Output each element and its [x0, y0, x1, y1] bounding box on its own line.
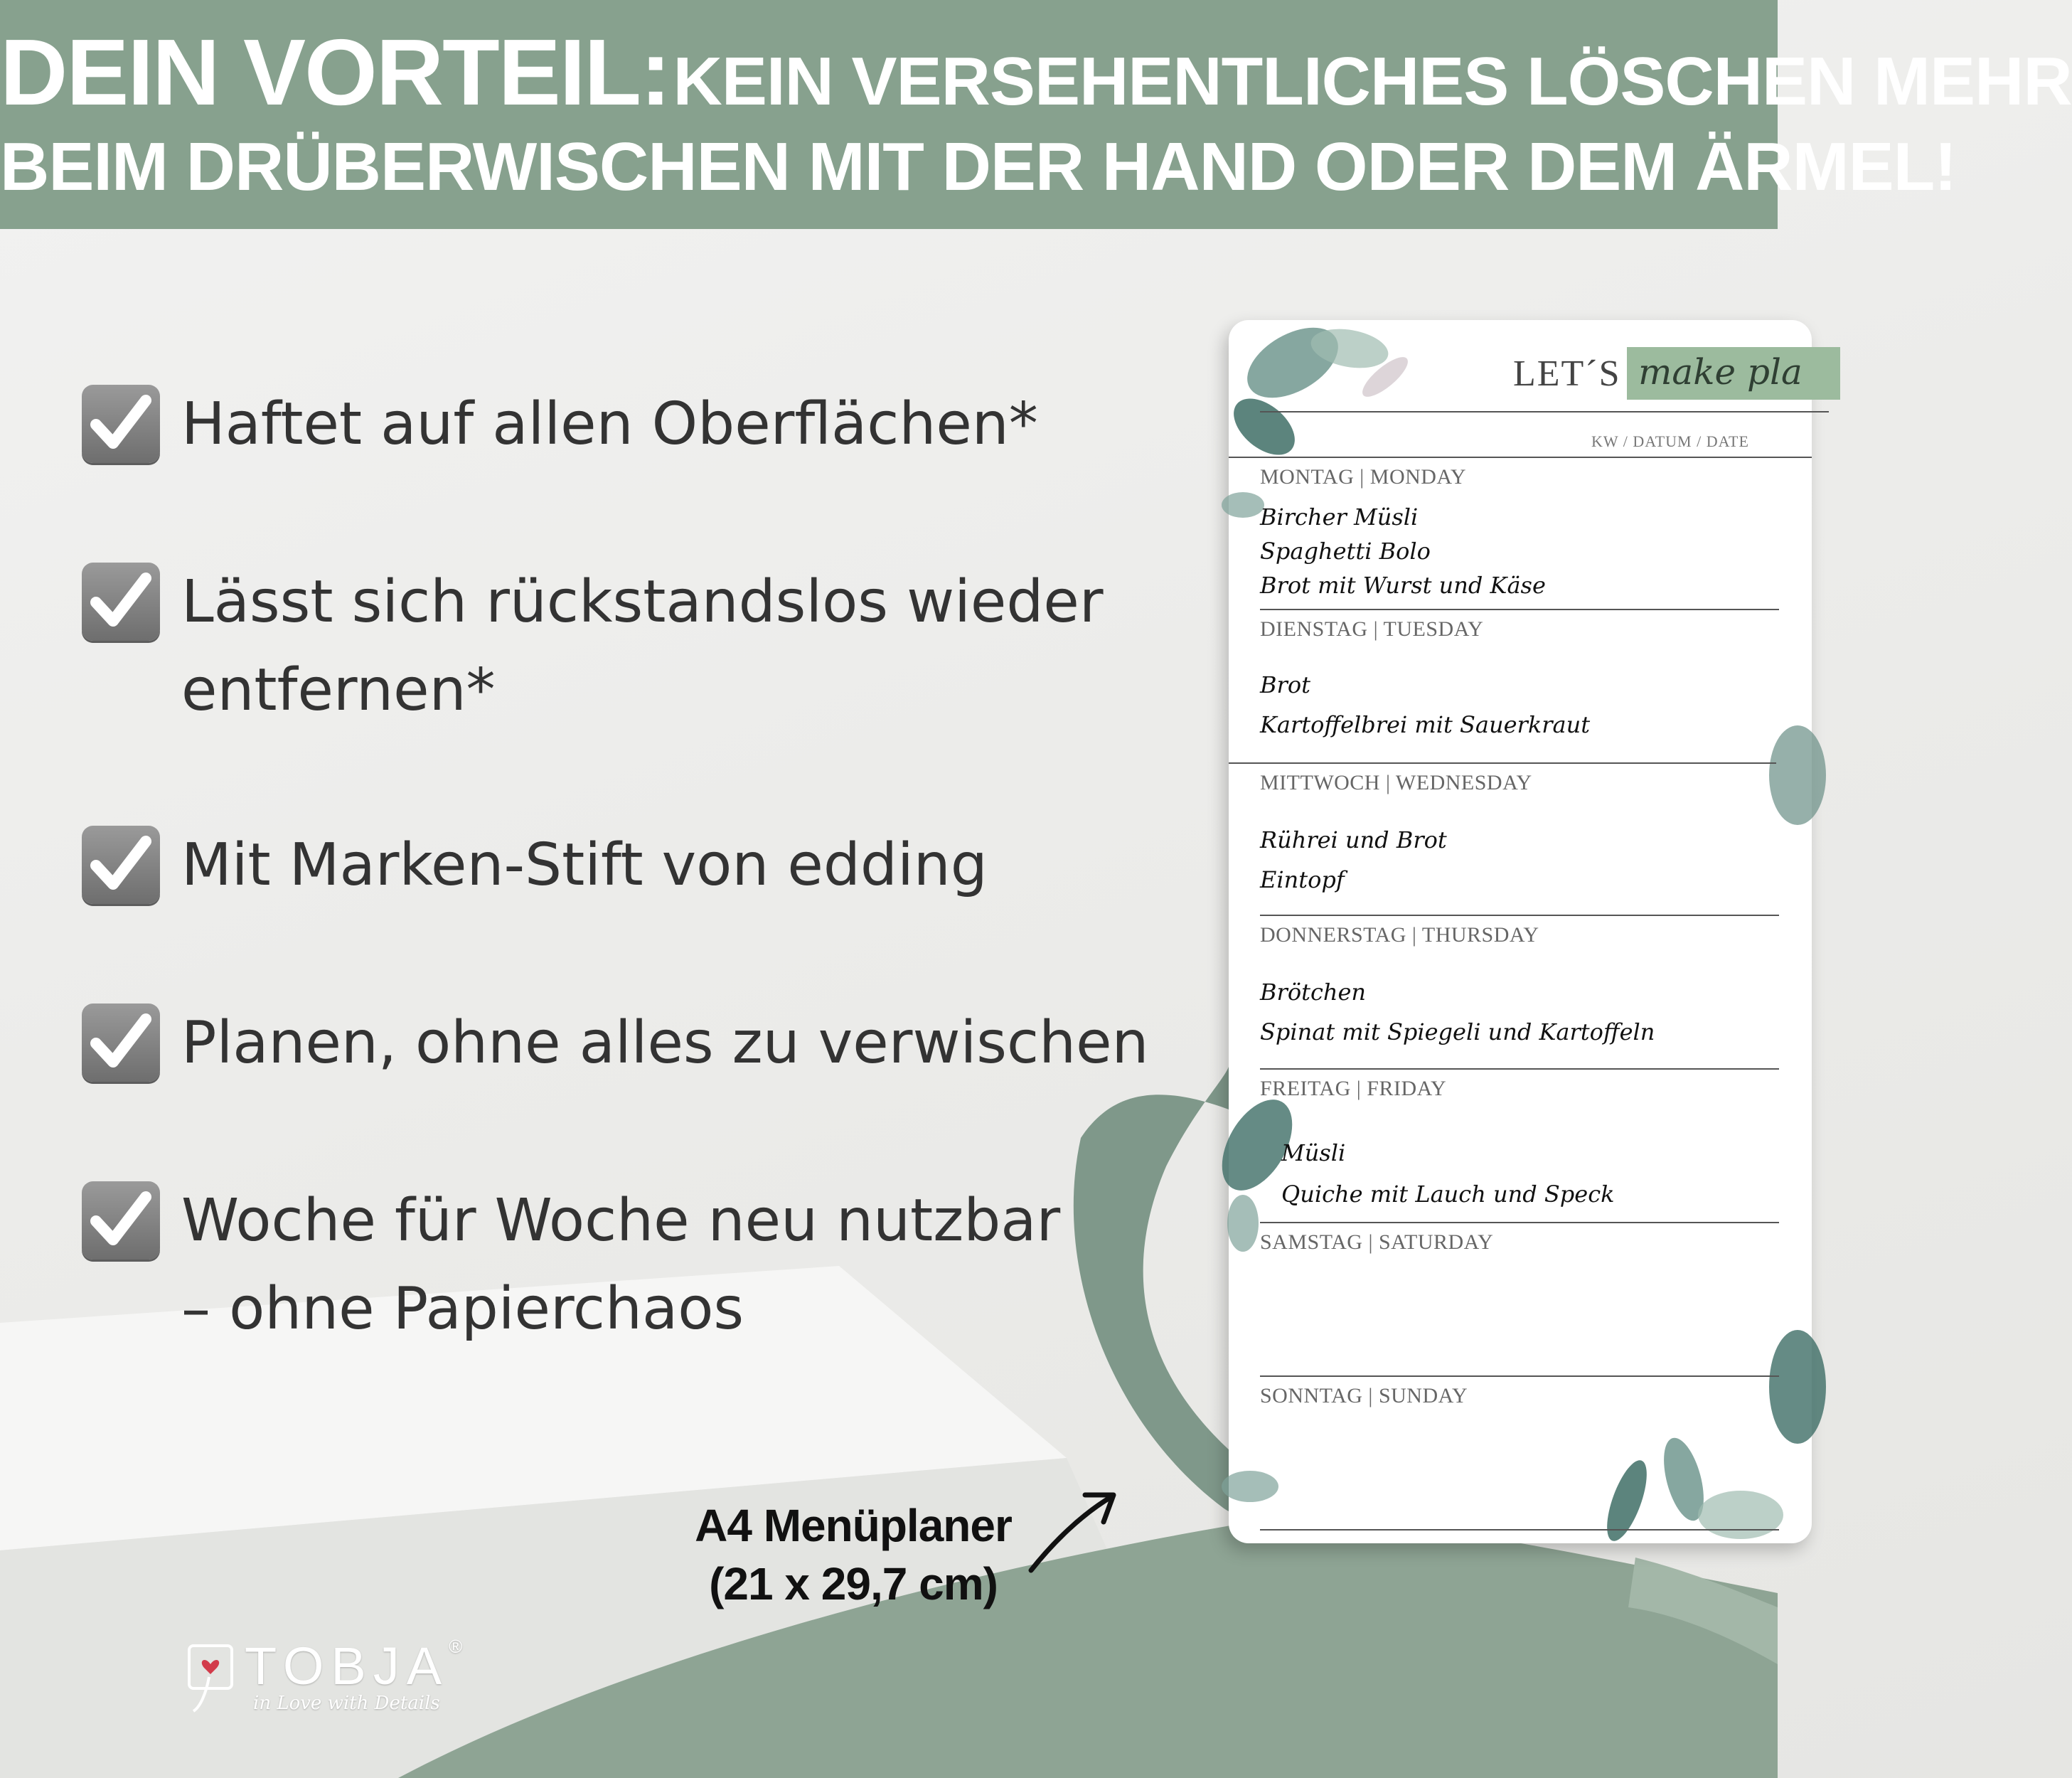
feature-text	[181, 558, 1291, 735]
divider	[1229, 457, 1812, 458]
day-label-tuesday: DIENSTAG | TUESDAY	[1260, 617, 1484, 641]
meal-entry: Bircher Müsli	[1260, 504, 1419, 531]
feature-line-1: Mit Marken-Stift von edding	[181, 831, 988, 899]
divider	[1260, 411, 1829, 412]
meal-entry: Brot	[1260, 671, 1310, 698]
check-mark-box-icon	[82, 1004, 160, 1082]
meal-entry: Spinat mit Spiegeli und Kartoffeln	[1260, 1018, 1655, 1045]
meal-entry: Eintopf	[1260, 866, 1345, 893]
brand-tagline: in Love with Details	[253, 1693, 440, 1714]
check-mark-box-icon	[82, 826, 160, 904]
registered-mark: ®	[449, 1636, 463, 1657]
feature-line-1: Woche für Woche neu nutzbar	[181, 1187, 1061, 1255]
meal-entry: Müsli	[1281, 1139, 1346, 1166]
divider	[1260, 1529, 1779, 1531]
brand-name	[245, 1636, 462, 1696]
arrow-icon	[1024, 1479, 1123, 1579]
divider	[1260, 1222, 1779, 1223]
meal-entry: Rührei und Brot	[1260, 826, 1447, 853]
divider	[1229, 762, 1776, 764]
check-mark-box-icon	[82, 1181, 160, 1260]
divider	[1260, 915, 1779, 916]
meal-entry: Quiche mit Lauch und Speck	[1281, 1181, 1615, 1208]
kw-date-label: KW / DATUM / DATE	[1591, 432, 1749, 450]
feature-line-1: Planen, ohne alles zu verwischen	[181, 1009, 1149, 1077]
feature-text	[181, 380, 1291, 469]
meal-entry: Brötchen	[1260, 979, 1367, 1006]
feature-line-2: – ohne Papierchaos	[181, 1275, 744, 1343]
day-label-friday: FREITAG | FRIDAY	[1260, 1077, 1447, 1100]
day-label-thursday: DONNERSTAG | THURSDAY	[1260, 923, 1539, 947]
planner-title-lets: LET´S	[1513, 353, 1621, 394]
check-mark-box-icon	[82, 563, 160, 641]
caption-line-1: A4 Menüplaner	[695, 1500, 1012, 1551]
brand-name-text: TOBJA	[245, 1636, 449, 1696]
day-label-saturday: SAMSTAG | SATURDAY	[1260, 1230, 1494, 1254]
divider	[1260, 609, 1779, 610]
meal-entry: Kartoffelbrei mit Sauerkraut	[1260, 711, 1591, 738]
feature-text	[181, 999, 1291, 1087]
product-caption	[612, 1496, 1095, 1613]
feature-line-2: entfernen*	[181, 656, 496, 724]
meal-entry: Brot mit Wurst und Käse	[1260, 572, 1546, 599]
day-label-monday: MONTAG | MONDAY	[1260, 465, 1467, 489]
menu-planner-sheet	[1229, 320, 1812, 1543]
meal-entry: Spaghetti Bolo	[1260, 538, 1431, 565]
header-line-2: BEIM DRÜBERWISCHEN MIT DER HAND ODER DEM ÄRMEL!	[0, 129, 1957, 205]
feature-text	[181, 821, 1291, 910]
header-banner	[0, 0, 2072, 229]
divider	[1260, 1068, 1779, 1070]
header-line-1	[0, 18, 2072, 126]
day-label-sunday: SONNTAG | SUNDAY	[1260, 1384, 1468, 1407]
heart-t-logo-icon	[185, 1636, 242, 1714]
feature-line-1: Lässt sich rückstandslos wieder	[181, 568, 1104, 636]
planner-title-make: make pla	[1638, 351, 1803, 393]
caption-line-2: (21 x 29,7 cm)	[709, 1558, 998, 1609]
header-title-big: DEIN VORTEIL:	[0, 20, 671, 124]
feature-line-1: Haftet auf allen Oberflächen*	[181, 390, 1038, 458]
divider	[1260, 1375, 1779, 1377]
day-label-wednesday: MITTWOCH | WEDNESDAY	[1260, 771, 1532, 794]
check-mark-box-icon	[82, 385, 160, 463]
header-title-small: KEIN VERSEHENTLICHES LÖSCHEN MEHR	[673, 43, 2072, 119]
feature-text	[181, 1177, 1291, 1353]
